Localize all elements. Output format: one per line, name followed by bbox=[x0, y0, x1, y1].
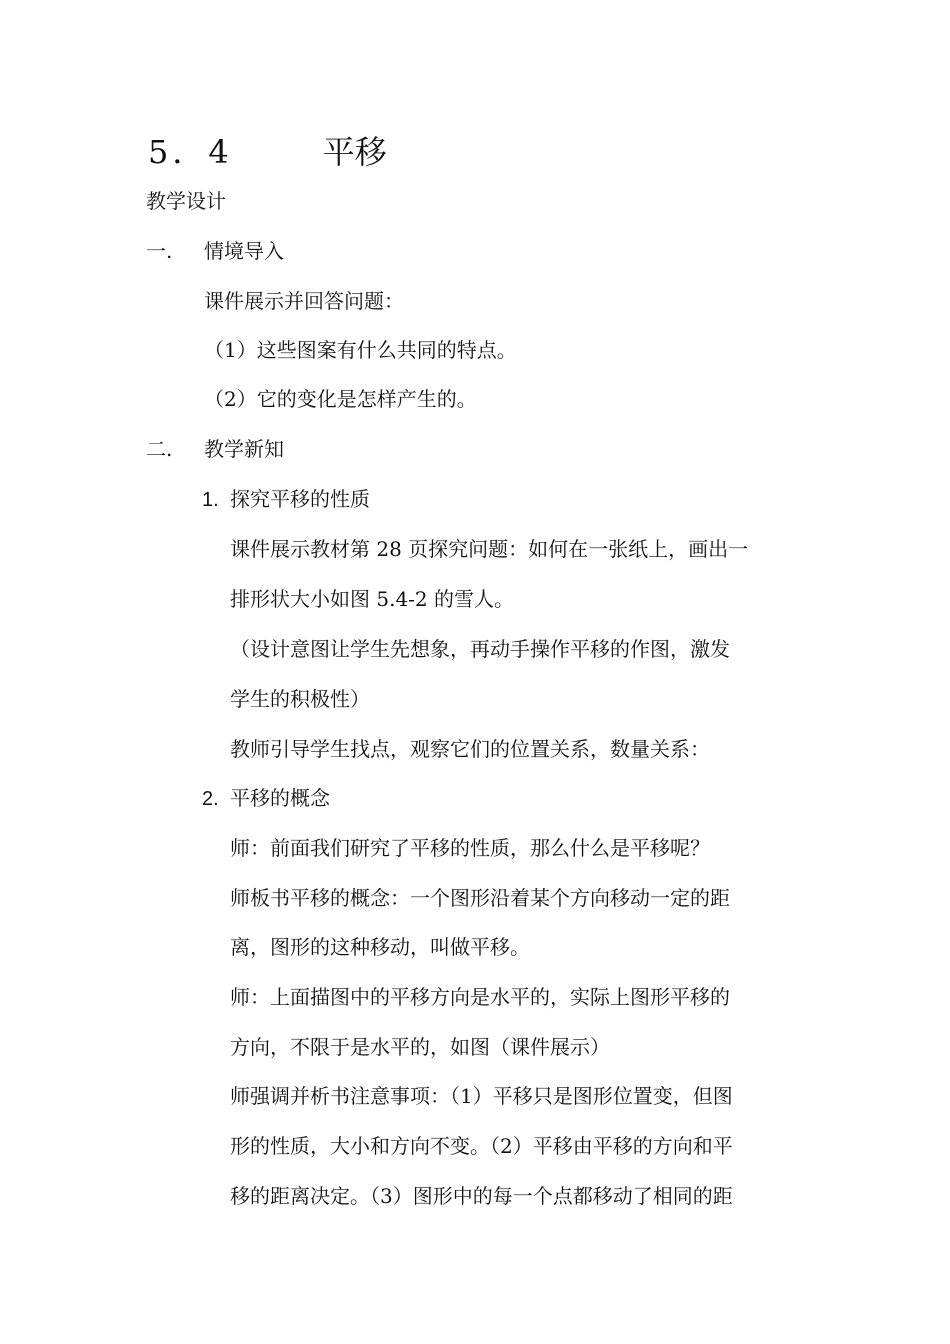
subsection-heading-2 bbox=[202, 785, 330, 812]
paragraph-line: 排形状大小如图 5.4-2 的雪人。 bbox=[230, 587, 515, 611]
subsection-title: 探究平移的性质 bbox=[230, 487, 370, 511]
paragraph: 课件展示并回答问题： bbox=[204, 289, 404, 313]
section-heading-2 bbox=[146, 436, 284, 462]
title-number: 5．4 bbox=[148, 133, 233, 171]
paragraph-line: 学生的积极性） bbox=[230, 687, 370, 711]
paragraph-line: 师强调并析书注意事项：（1）平移只是图形位置变，但图 bbox=[230, 1084, 733, 1108]
paragraph-line: 师：前面我们研究了平移的性质，那么什么是平移呢？ bbox=[230, 836, 710, 860]
section-heading-1 bbox=[146, 238, 284, 264]
question-item: （1）这些图案有什么共同的特点。 bbox=[204, 338, 517, 362]
subsection-heading-1 bbox=[202, 486, 370, 513]
subtitle: 教学设计 bbox=[146, 189, 226, 213]
paragraph-line: 形的性质，大小和方向不变。（2）平移由平移的方向和平 bbox=[230, 1134, 733, 1158]
section-title: 教学新知 bbox=[204, 437, 284, 461]
paragraph-line: 移的距离决定。（3）图形中的每一个点都移动了相同的距 bbox=[230, 1184, 733, 1208]
section-title: 情境导入 bbox=[204, 239, 284, 263]
list-marker: 2. bbox=[202, 788, 219, 810]
subsection-title: 平移的概念 bbox=[230, 786, 330, 810]
section-marker: 二. bbox=[146, 437, 173, 461]
question-item: （2）它的变化是怎样产生的。 bbox=[204, 387, 477, 411]
page-title bbox=[148, 132, 387, 172]
paragraph-line: 师：上面描图中的平移方向是水平的，实际上图形平移的 bbox=[230, 985, 730, 1009]
list-marker: 1. bbox=[202, 489, 219, 511]
paragraph-line: 师板书平移的概念：一个图形沿着某个方向移动一定的距 bbox=[230, 886, 730, 910]
section-marker: 一. bbox=[146, 239, 173, 263]
paragraph-line: 课件展示教材第 28 页探究问题：如何在一张纸上，画出一 bbox=[230, 537, 749, 561]
paragraph-line: （设计意图让学生先想象，再动手操作平移的作图，激发 bbox=[230, 637, 730, 661]
title-name: 平移 bbox=[322, 133, 387, 171]
paragraph-line: 离，图形的这种移动，叫做平移。 bbox=[230, 935, 530, 959]
paragraph-line: 方向，不限于是水平的，如图（课件展示） bbox=[230, 1035, 610, 1059]
paragraph-line: 教师引导学生找点，观察它们的位置关系，数量关系： bbox=[230, 737, 710, 761]
